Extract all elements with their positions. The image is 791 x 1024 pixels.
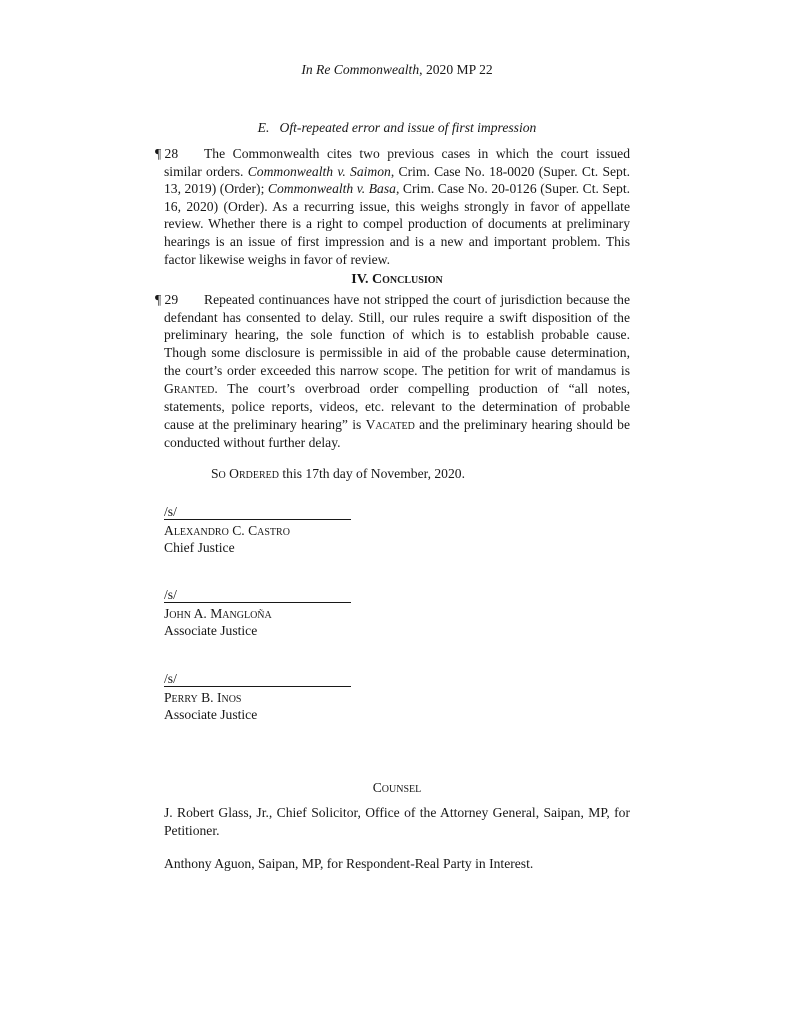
paragraph-28-marker: ¶ 28 <box>155 146 179 161</box>
section-heading-e: E. Oft-repeated error and issue of first impression <box>257 120 537 135</box>
justice-title: Associate Justice <box>164 707 258 723</box>
running-header: In Re Commonwealth, 2020 MP 22 <box>301 62 493 77</box>
signature-block-chief-justice <box>164 504 630 556</box>
signature-slash: /s/ <box>164 671 177 687</box>
counsel-heading: Counsel <box>372 780 422 796</box>
justice-title: Associate Justice <box>164 623 258 639</box>
counsel-entry-respondent: Anthony Aguon, Saipan, MP, for Respondent-Real Party in Interest. <box>164 856 534 871</box>
signature-slash: /s/ <box>164 504 177 520</box>
paragraph-28-text: The Commonwealth cites two previous cases in which the court issued similar orders. Commonwealth v. Saimon, Crim. Case No. 18-0020 (Super. Ct. Sept. 13, 2019) (Order); Commonwealth v. Basa, Crim. Case No. 20-0126 (Super. Ct. Sept. 16, 2020) (Order). As a recurring issue, this weighs strongly in favor of appellate review. Whether there is a right to compel production of documents at preliminary hearings is an issue of first impression and is a new and important problem. This factor likewise weighs in favor of review. <box>164 146 631 267</box>
so-ordered-line: So Ordered this 17th day of November, 2020. <box>211 465 465 481</box>
justice-title: Chief Justice <box>164 540 235 556</box>
signature-line <box>164 671 351 687</box>
paragraph-29-marker: ¶ 29 <box>155 291 179 307</box>
signature-block-associate-justice-1 <box>164 587 630 639</box>
signature-block-associate-justice-2 <box>164 671 630 723</box>
paragraph-29 <box>155 291 630 452</box>
justice-name: Alexandro C. Castro <box>164 523 290 539</box>
document-content <box>155 0 631 873</box>
counsel-entry-petitioner: J. Robert Glass, Jr., Chief Solicitor, Office of the Attorney General, Saipan, MP, for Petitioner. <box>164 805 630 839</box>
signature-line <box>164 587 351 603</box>
signature-slash: /s/ <box>164 587 177 603</box>
justice-name: Perry B. Inos <box>164 690 242 706</box>
paragraph-29-text: Repeated continuances have not stripped the court of jurisdiction because the defendant has consented to delay. Still, our rules require a swift disposition of the preliminary hearing, the sole function of which is to establish probable cause. Though some disclosure is permissible in aid of the probable cause determination, the court’s order exceeded this narrow scope. The petition for writ of mandamus is Granted. The court’s overbroad order compelling production of “all notes, statements, police reports, videos, etc. relevant to the determination of probable cause at the preliminary hearing” is Vacated and the preliminary hearing should be conducted without further delay. <box>164 291 630 450</box>
justice-name: John A. Mangloña <box>164 606 272 622</box>
conclusion-heading: IV. Conclusion <box>351 272 443 288</box>
paragraph-28 <box>155 145 631 268</box>
signature-line <box>164 504 351 520</box>
